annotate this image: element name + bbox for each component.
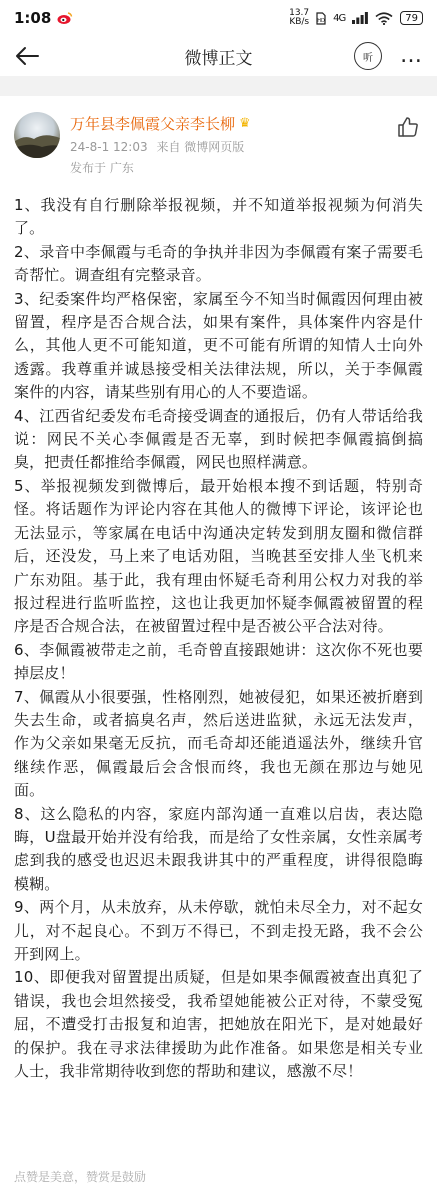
post-source: 来自 微博网页版 (156, 140, 245, 154)
status-bar (0, 0, 437, 36)
signal-type: 4G (333, 12, 346, 24)
status-left (14, 9, 73, 27)
svg-text:HD: HD (317, 17, 325, 24)
like-button[interactable] (397, 116, 419, 138)
more-button[interactable] (400, 43, 423, 68)
battery-indicator (400, 11, 423, 25)
post-paragraph: 3、纪委案件均严格保密，家属至今不知当时佩霞因何理由被留置，程序是否合规合法，如果有案件，具体案件内容是什么，其他人更不可能知道，更不可能有所谓的知情人士向外透露。我尊重并诚恳接受相关法律法规，所以，关于李佩霞案件的内容，请某些别有用心的人不要造谣。 (14, 289, 423, 402)
post-paragraph: 5、举报视频发到微博后，最开始根本搜不到话题，特别奇怪。将话题作为评论内容在其他人的微博下评论，该评论也无法显示，等家属在电话中沟通决定转发到朋友圈和微信群后，还没发，马上来了电话劝阻，当晚甚至安排人坐飞机来广东劝阻。基于此，我有理由怀疑毛奇利用公权力对我的举报过程进行监听监控，这也让我更加怀疑李佩霞被留置的程序是否合规合法，在被留置过程中是否被公平合法对待。 (14, 476, 423, 636)
author-info (70, 110, 423, 176)
avatar-landscape-image (14, 112, 60, 158)
author-header (0, 96, 437, 176)
post-paragraph: 9、两个月，从未放弃，从未停歇，就怕未尽全力，对不起女儿，对不起良心。不到万不得已，不到走投无路，我不会公开到网上。 (14, 898, 423, 963)
wifi-icon (375, 12, 393, 25)
sim-card-icon (316, 12, 326, 25)
post-location: 发布于 广东 (70, 161, 134, 175)
post-meta (70, 138, 423, 155)
status-time: 1:08 (14, 9, 52, 27)
nav-actions (354, 42, 423, 70)
reward-note: 点赞是美意，赞赏是鼓励 (14, 1170, 147, 1184)
post-paragraph: 1、我没有自行删除举报视频，并不知道举报视频为何消失了。 (14, 196, 423, 238)
crown-icon: ♛ (239, 116, 251, 131)
avatar[interactable] (14, 112, 60, 158)
speed-value: 13.7 (289, 8, 310, 18)
back-button[interactable] (14, 41, 44, 71)
network-speed (289, 9, 309, 27)
cellular-signal-icon (352, 12, 368, 24)
more-icon: … (400, 43, 423, 68)
listen-button[interactable] (354, 42, 382, 70)
author-name[interactable]: 万年县李佩霞父亲李长柳 (70, 115, 236, 133)
post-body (0, 176, 437, 1083)
page-title: 微博正文 (184, 48, 253, 69)
weibo-notification-icon (57, 11, 73, 25)
post-paragraph: 6、李佩霞被带走之前，毛奇曾直接跟她讲：这次你不死也要掉层皮！ (14, 640, 423, 683)
post-paragraph: 4、江西省纪委发布毛奇接受调查的通报后，仍有人带话给我说：网民不关心李佩霞是否无辜，到时候把李佩霞搞倒搞臭，把责任都推给李佩霞，网民也照样满意。 (14, 406, 423, 472)
section-divider (0, 76, 437, 96)
speed-unit: KB/s (289, 17, 310, 27)
post-paragraph: 7、佩霞从小很要强，性格刚烈，她被侵犯，如果还被折磨到失去生命，或者搞臭名声，然后送进监狱，永远无法发声，作为父亲如果毫无反抗，而毛奇却还能逍遥法外，继续升官继续作恶，佩霞最后会含恨而终，我也无颜在那边与她见面。 (14, 687, 423, 800)
post-time: 24-8-1 12:03 (70, 140, 148, 154)
battery-level: 79 (405, 12, 418, 24)
listen-label: 听 (363, 52, 373, 64)
nav-bar (0, 36, 437, 76)
author-name-row[interactable] (70, 113, 423, 134)
thumbs-up-icon (397, 116, 419, 138)
post-paragraph: 2、录音中李佩霞与毛奇的争执并非因为李佩霞有案子需要毛奇帮忙。调查组有完整录音。 (14, 242, 423, 285)
post-paragraph: 10、即便我对留置提出质疑，但是如果李佩霞被查出真犯了错误，我也会坦然接受，我希望她能被公正对待，不蒙受冤屈，不遭受打击报复和迫害，把她放在阳光下，是对她最好的保护。我在寻求法律援助为此作准备。如果您是相关专业人士，我非常期待收到您的帮助和建议，感激不尽！ (14, 968, 423, 1081)
back-arrow-icon (14, 46, 40, 66)
status-right (289, 9, 423, 27)
post-paragraph: 8、这么隐私的内容，家庭内部沟通一直难以启齿，表达隐晦，U盘最开始并没有给我，而是给了女性亲属，女性亲属考虑到我的感受也迟迟未跟我讲其中的严重程度，讲得很隐晦模糊。 (14, 804, 423, 893)
